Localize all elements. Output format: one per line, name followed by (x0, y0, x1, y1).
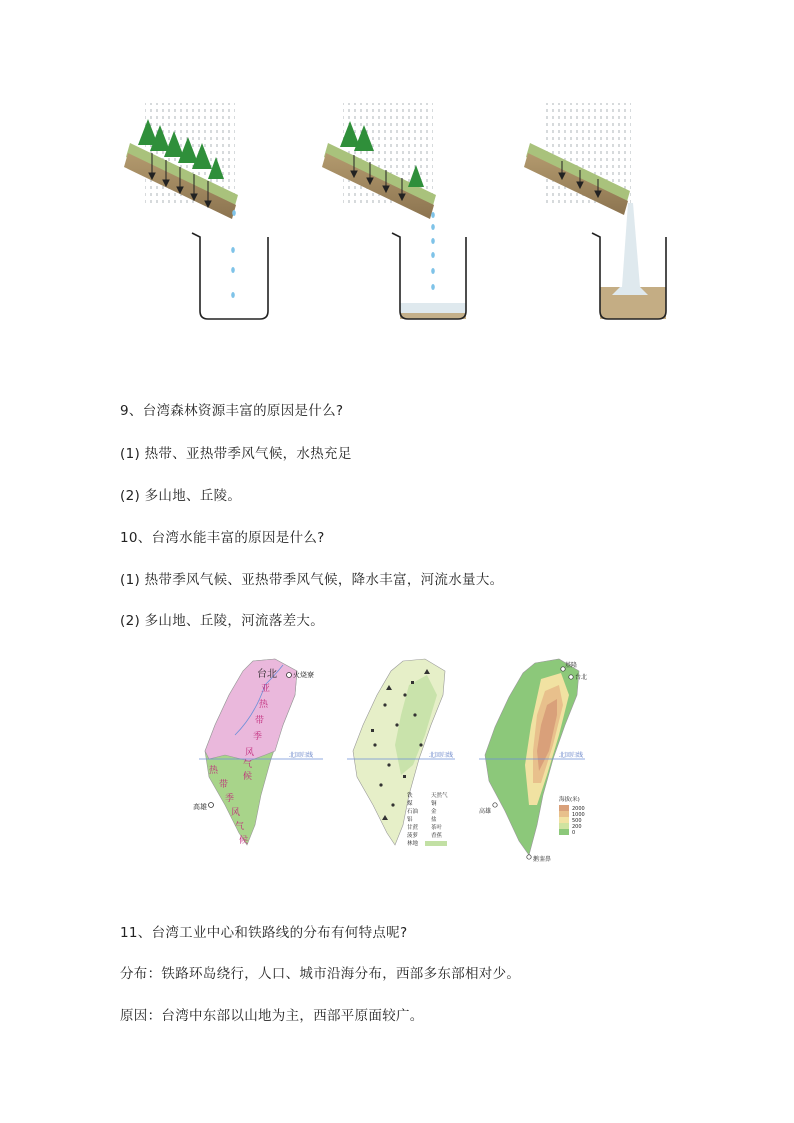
question-9: 9、台湾森林资源丰富的原因是什么? (120, 403, 344, 419)
legend-label: 金 (431, 809, 437, 815)
tropic-label: 北回归线 (429, 752, 454, 759)
legend-label: 铁 (407, 793, 413, 799)
answer-9-2: (2) 多山地、丘陵。 (120, 488, 242, 504)
svg-text:带: 带 (219, 780, 229, 790)
svg-text:热: 热 (209, 766, 219, 776)
legend-label: 菠萝 (407, 833, 419, 839)
legend-title: 海拔(米) (559, 797, 580, 803)
legend-label: 石油 (407, 809, 419, 815)
legend-label: 煤 (407, 801, 413, 807)
tropic-label: 北回归线 (559, 752, 584, 759)
runoff-experiment-illustration (100, 95, 700, 330)
legend-label: 茶叶 (431, 825, 443, 831)
svg-text:0: 0 (572, 830, 576, 836)
city-label: 火烧寮 (293, 671, 314, 679)
svg-text:风: 风 (231, 808, 241, 818)
svg-text:1000: 1000 (572, 812, 585, 818)
legend-label: 天然气 (431, 793, 448, 799)
climate-map (195, 655, 335, 855)
city-label: 台北 (575, 674, 588, 681)
legend-label: 铜 (431, 801, 437, 807)
svg-text:气: 气 (243, 760, 253, 770)
city-label: 台北 (257, 669, 277, 680)
tropic-label: 北回归线 (289, 752, 314, 759)
city-label: 高雄 (479, 808, 492, 815)
svg-text:候: 候 (243, 772, 253, 782)
svg-text:500: 500 (572, 818, 582, 824)
city-label: 高雄 (193, 803, 207, 811)
city-label: 基隆 (565, 662, 578, 669)
answer-11-2: 原因：台湾中东部以山地为主，西部平原面较广。 (120, 1008, 424, 1024)
svg-text:200: 200 (572, 824, 582, 830)
question-11: 11、台湾工业中心和铁路线的分布有何特点呢? (120, 925, 408, 941)
terrain-map (475, 655, 615, 870)
legend-label: 林地 (407, 841, 419, 847)
svg-text:季: 季 (225, 794, 235, 804)
svg-text:季: 季 (253, 732, 263, 742)
panel-sparse-forest (322, 103, 466, 319)
panel-dense-forest (124, 103, 268, 319)
answer-9-1: (1) 热带、亚热带季风气候，水热充足 (120, 446, 352, 462)
panel-bare-slope (524, 103, 666, 319)
answer-10-1: (1) 热带季风气候、亚热带季风气候，降水丰富，河流水量大。 (120, 572, 504, 588)
svg-text:热: 热 (259, 700, 269, 710)
elevation-legend (559, 805, 585, 836)
legend-label: 盐 (431, 817, 437, 823)
svg-text:带: 带 (255, 716, 265, 726)
svg-text:亚: 亚 (261, 684, 271, 694)
legend-label: 甘蔗 (407, 825, 419, 831)
resources-map (345, 655, 480, 855)
svg-text:气: 气 (235, 822, 245, 832)
answer-11-1: 分布：铁路环岛绕行，人口、城市沿海分布，西部多东部相对少。 (120, 966, 521, 982)
svg-text:候: 候 (239, 836, 249, 846)
answer-10-2: (2) 多山地、丘陵，河流落差大。 (120, 613, 325, 629)
svg-text:风: 风 (245, 748, 255, 758)
legend-label: 铝 (407, 817, 413, 823)
question-10: 10、台湾水能丰富的原因是什么? (120, 530, 325, 546)
svg-text:2000: 2000 (572, 806, 585, 812)
legend-label: 香蕉 (431, 833, 443, 839)
city-label: 鹅銮鼻 (533, 856, 552, 863)
